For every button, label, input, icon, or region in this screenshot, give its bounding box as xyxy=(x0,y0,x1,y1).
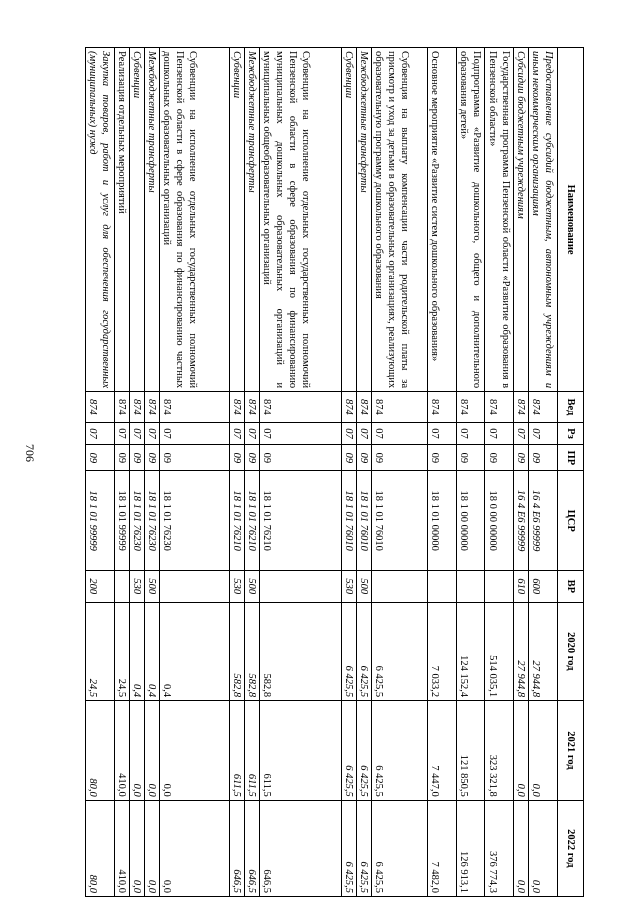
row-pr: 09 xyxy=(529,445,558,471)
row-rz: 07 xyxy=(159,422,229,445)
row-vr: 200 xyxy=(86,570,115,602)
row-ved: 874 xyxy=(144,392,159,423)
row-vr: 530 xyxy=(129,570,144,602)
row-2022: 6 425,5 xyxy=(357,800,372,896)
row-2021: 0,0 xyxy=(144,701,159,801)
row-pr: 09 xyxy=(144,445,159,471)
row-ved: 874 xyxy=(229,392,244,423)
row-csr: 18 1 00 00000 xyxy=(456,471,485,571)
row-ved: 874 xyxy=(456,392,485,423)
row-rz: 07 xyxy=(229,422,244,445)
row-vr: 600 xyxy=(529,570,558,602)
row-csr: 18 1 01 76230 xyxy=(129,471,144,571)
row-pr: 09 xyxy=(159,445,229,471)
row-csr: 18 1 01 76230 xyxy=(159,471,229,571)
header-2020: 2020 год xyxy=(558,602,584,700)
row-2022: 376 774,3 xyxy=(485,800,514,896)
row-csr: 16 4 Е6 99999 xyxy=(514,471,529,571)
table-row xyxy=(244,48,259,897)
row-2021: 80,0 xyxy=(86,701,115,801)
row-name: Межбюджетные трансферты xyxy=(244,48,259,392)
table-row xyxy=(485,48,514,897)
row-2021: 121 850,5 xyxy=(456,701,485,801)
row-2021: 0,0 xyxy=(129,701,144,801)
row-2021: 0,0 xyxy=(514,701,529,801)
row-vr xyxy=(371,570,427,602)
row-name: Предоставление субсидий бюджетным, автономным учреждениям и иным некоммерческим организациям xyxy=(529,48,558,392)
row-2022: 646,5 xyxy=(229,800,244,896)
row-ved: 874 xyxy=(342,392,357,423)
row-2020: 582,8 xyxy=(259,602,342,700)
row-pr: 09 xyxy=(342,445,357,471)
row-pr: 09 xyxy=(86,445,115,471)
row-name: Реализация отдельных мероприятий xyxy=(114,48,129,392)
row-2021: 611,5 xyxy=(244,701,259,801)
row-name: Государственная программа Пензенской области «Развитие образования в Пензенской области» xyxy=(485,48,514,392)
row-2020: 582,8 xyxy=(229,602,244,700)
row-vr: 610 xyxy=(514,570,529,602)
row-rz: 07 xyxy=(514,422,529,445)
header-pr: ПР xyxy=(558,445,584,471)
table-row xyxy=(229,48,244,897)
row-vr: 530 xyxy=(342,570,357,602)
header-csr: ЦСР xyxy=(558,471,584,571)
row-2020: 6 425,5 xyxy=(342,602,357,700)
row-2020: 0,4 xyxy=(144,602,159,700)
row-rz: 07 xyxy=(456,422,485,445)
page-number: 706 xyxy=(23,444,37,462)
row-2022: 0,0 xyxy=(144,800,159,896)
row-csr: 18 1 01 76230 xyxy=(144,471,159,571)
row-2020: 7 033,2 xyxy=(428,602,457,700)
row-2020: 0,4 xyxy=(129,602,144,700)
row-ved: 874 xyxy=(259,392,342,423)
row-ved: 874 xyxy=(529,392,558,423)
row-2020: 514 035,1 xyxy=(485,602,514,700)
row-2021: 0,0 xyxy=(159,701,229,801)
table-row xyxy=(144,48,159,897)
row-name: Субвенция на выплату компенсации части родительской платы за присмотр и уход за детьми в образовательных организациях, реализующих образовательную программу дошкольного образования xyxy=(371,48,427,392)
header-rz: Рз xyxy=(558,422,584,445)
row-vr xyxy=(485,570,514,602)
table-header-row xyxy=(558,48,584,897)
row-rz: 07 xyxy=(342,422,357,445)
table-row xyxy=(159,48,229,897)
table-row xyxy=(514,48,529,897)
row-2022: 0,0 xyxy=(514,800,529,896)
row-csr: 18 1 01 99999 xyxy=(86,471,115,571)
header-2022: 2022 год xyxy=(558,800,584,896)
row-2022: 126 913,1 xyxy=(456,800,485,896)
row-ved: 874 xyxy=(357,392,372,423)
row-pr: 09 xyxy=(229,445,244,471)
row-name: Субвенции xyxy=(342,48,357,392)
row-2022: 646,5 xyxy=(259,800,342,896)
header-name: Наименование xyxy=(558,48,584,392)
row-name: Субвенции на исполнение отдельных государственных полномочий Пензенской области в сфере образования по финансированию частных дошкольных образовательных организаций xyxy=(159,48,229,392)
row-2021: 6 425,5 xyxy=(357,701,372,801)
row-vr xyxy=(428,570,457,602)
rotated-table-container xyxy=(85,47,584,897)
row-name: Подпрограмма «Развитие дошкольного, общего и дополнительного образования детей» xyxy=(456,48,485,392)
table-row xyxy=(456,48,485,897)
row-2021: 7 447,0 xyxy=(428,701,457,801)
row-2022: 0,0 xyxy=(129,800,144,896)
row-name: Закупка товаров, работ и услуг для обеспечения государственных (муниципальных) нужд xyxy=(86,48,115,392)
row-pr: 09 xyxy=(244,445,259,471)
row-name: Субвенции на исполнение отдельных государственных полномочий Пензенской области в сфере образования по финансированию муниципальных дошкольных образовательных организаций и муниципальных общеобразовательных организаций xyxy=(259,48,342,392)
header-2021: 2021 год xyxy=(558,701,584,801)
row-2022: 646,5 xyxy=(244,800,259,896)
row-name: Межбюджетные трансферты xyxy=(357,48,372,392)
row-2020: 582,8 xyxy=(244,602,259,700)
row-csr: 18 1 01 99999 xyxy=(114,471,129,571)
table-row xyxy=(86,48,115,897)
row-rz: 07 xyxy=(129,422,144,445)
row-ved: 874 xyxy=(485,392,514,423)
row-vr: 500 xyxy=(357,570,372,602)
row-name: Субсидии бюджетным учреждениям xyxy=(514,48,529,392)
row-2022: 7 482,0 xyxy=(428,800,457,896)
row-csr: 18 1 01 76210 xyxy=(229,471,244,571)
table-row xyxy=(129,48,144,897)
row-2022: 6 425,5 xyxy=(371,800,427,896)
row-rz: 07 xyxy=(371,422,427,445)
row-csr: 18 1 01 76210 xyxy=(259,471,342,571)
row-2020: 6 425,5 xyxy=(357,602,372,700)
row-ved: 874 xyxy=(129,392,144,423)
table-row xyxy=(114,48,129,897)
row-rz: 07 xyxy=(86,422,115,445)
row-vr xyxy=(259,570,342,602)
row-2022: 80,0 xyxy=(86,800,115,896)
row-csr: 18 1 01 76210 xyxy=(244,471,259,571)
row-csr: 16 4 Е6 99999 xyxy=(529,471,558,571)
header-vr: ВР xyxy=(558,570,584,602)
row-rz: 07 xyxy=(144,422,159,445)
row-pr: 09 xyxy=(456,445,485,471)
row-ved: 874 xyxy=(371,392,427,423)
row-pr: 09 xyxy=(371,445,427,471)
row-rz: 07 xyxy=(357,422,372,445)
row-2021: 6 425,5 xyxy=(342,701,357,801)
row-name: Основное мероприятие «Развитие систем дошкольного образования» xyxy=(428,48,457,392)
row-2020: 124 152,4 xyxy=(456,602,485,700)
row-pr: 09 xyxy=(514,445,529,471)
row-2021: 611,5 xyxy=(229,701,244,801)
row-csr: 18 1 01 76010 xyxy=(342,471,357,571)
row-name: Субвенции xyxy=(229,48,244,392)
row-vr xyxy=(456,570,485,602)
row-2021: 0,0 xyxy=(529,701,558,801)
budget-table xyxy=(85,47,584,897)
row-ved: 874 xyxy=(159,392,229,423)
row-pr: 09 xyxy=(428,445,457,471)
row-rz: 07 xyxy=(244,422,259,445)
row-2021: 323 321,8 xyxy=(485,701,514,801)
row-2022: 410,0 xyxy=(114,800,129,896)
row-ved: 874 xyxy=(114,392,129,423)
row-ved: 874 xyxy=(244,392,259,423)
row-name: Субвенции xyxy=(129,48,144,392)
row-pr: 09 xyxy=(259,445,342,471)
row-2021: 6 425,5 xyxy=(371,701,427,801)
row-2020: 24,5 xyxy=(86,602,115,700)
table-row xyxy=(428,48,457,897)
row-csr: 18 1 01 76010 xyxy=(357,471,372,571)
row-2022: 0,0 xyxy=(529,800,558,896)
row-2020: 27 944,8 xyxy=(514,602,529,700)
row-csr: 18 0 00 00000 xyxy=(485,471,514,571)
table-row xyxy=(259,48,342,897)
row-2020: 0,4 xyxy=(159,602,229,700)
row-rz: 07 xyxy=(485,422,514,445)
row-2021: 611,5 xyxy=(259,701,342,801)
row-ved: 874 xyxy=(86,392,115,423)
row-rz: 07 xyxy=(529,422,558,445)
row-rz: 07 xyxy=(428,422,457,445)
row-pr: 09 xyxy=(129,445,144,471)
row-vr: 500 xyxy=(244,570,259,602)
row-rz: 07 xyxy=(259,422,342,445)
row-2020: 6 425,5 xyxy=(371,602,427,700)
row-rz: 07 xyxy=(114,422,129,445)
row-pr: 09 xyxy=(114,445,129,471)
row-pr: 09 xyxy=(485,445,514,471)
row-2022: 6 425,5 xyxy=(342,800,357,896)
row-vr xyxy=(114,570,129,602)
row-2021: 410,0 xyxy=(114,701,129,801)
header-ved: Вед xyxy=(558,392,584,423)
row-csr: 18 1 01 00000 xyxy=(428,471,457,571)
table-row xyxy=(357,48,372,897)
row-vr: 500 xyxy=(144,570,159,602)
row-ved: 874 xyxy=(428,392,457,423)
table-row xyxy=(371,48,427,897)
row-name: Межбюджетные трансферты xyxy=(144,48,159,392)
row-vr: 530 xyxy=(229,570,244,602)
row-2020: 27 944,8 xyxy=(529,602,558,700)
row-pr: 09 xyxy=(357,445,372,471)
row-csr: 18 1 01 76010 xyxy=(371,471,427,571)
table-row xyxy=(342,48,357,897)
row-2022: 0,0 xyxy=(159,800,229,896)
row-vr xyxy=(159,570,229,602)
table-row xyxy=(529,48,558,897)
row-2020: 24,5 xyxy=(114,602,129,700)
row-ved: 874 xyxy=(514,392,529,423)
